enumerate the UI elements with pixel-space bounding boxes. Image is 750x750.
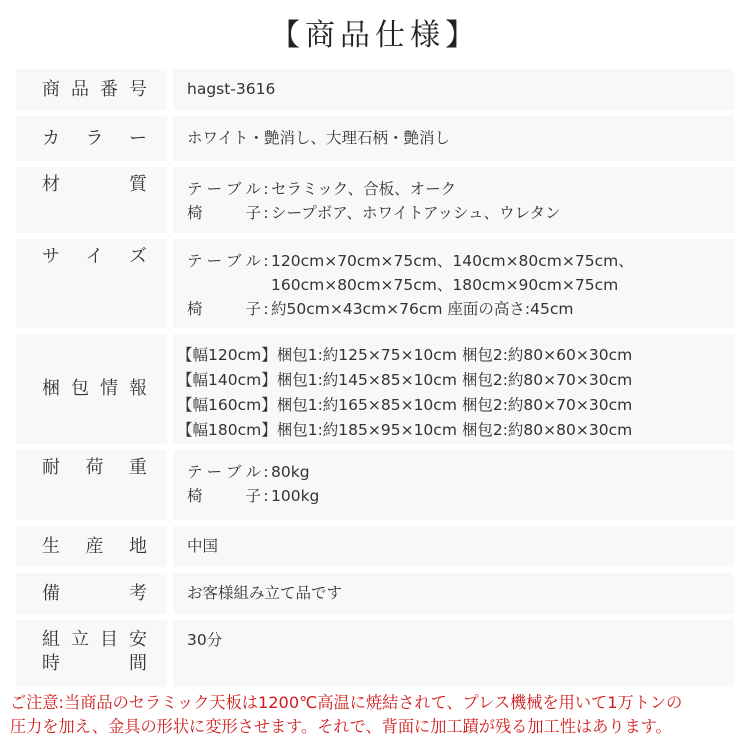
spec-label-size: サ イ ズ <box>16 239 167 328</box>
spec-row-product-number <box>16 69 734 110</box>
spec-table <box>16 69 734 693</box>
spec-row-assembly-time <box>16 620 734 687</box>
spec-row-notes <box>16 573 734 614</box>
packaging-line-140: 【幅140cm】梱包1:約145×85×10cm 梱包2:約80×70×30cm <box>177 371 633 389</box>
size-table-line-cont: 160cm×80cm×75cm、180cm×90cm×75cm <box>271 276 619 294</box>
material-chair-line: 椅 子 : シープボア、ホワイトアッシュ、ウレタン <box>187 204 561 222</box>
caution-notice-line1: ご注意:当商品のセラミック天板は1200℃高温に焼結されて、プレス機械を用いて1万トンの <box>10 693 683 712</box>
spec-value-material <box>173 167 734 233</box>
spec-value-notes: お客様組み立て品です <box>173 573 734 614</box>
spec-row-material <box>16 167 734 233</box>
page-title: 【商品仕様】 <box>270 18 480 53</box>
spec-label-packaging: 梱 包 情 報 <box>16 334 167 444</box>
spec-label-product-number: 商 品 番 号 <box>16 69 167 110</box>
spec-value-packaging <box>173 334 734 444</box>
spec-label-origin: 生 産 地 <box>16 526 167 567</box>
spec-label-load-capacity: 耐 荷 重 <box>16 450 167 520</box>
spec-value-product-number: hagst-3616 <box>173 69 734 110</box>
spec-label-color: カ ラ ー <box>16 116 167 161</box>
spec-label-notes: 備 考 <box>16 573 167 614</box>
size-chair-line: 椅 子 : 約50cm×43cm×76cm 座面の高さ:45cm <box>187 300 574 318</box>
spec-value-load-capacity <box>173 450 734 520</box>
spec-row-packaging <box>16 334 734 444</box>
caution-notice-line2: 圧力を加え、金具の形状に変形させます。それで、背面に加工蹟が残る加工性はあります。 <box>10 717 672 736</box>
spec-value-size <box>173 239 734 328</box>
spec-value-color: ホワイト・艶消し、大理石柄・艶消し <box>173 116 734 161</box>
spec-row-load-capacity <box>16 450 734 520</box>
packaging-line-160: 【幅160cm】梱包1:約165×85×10cm 梱包2:約80×70×30cm <box>177 396 633 414</box>
spec-label-assembly-time: 組 立 目 安 時 間 <box>16 620 167 687</box>
size-table-line: テ ー ブ ル : 120cm×70cm×75cm、140cm×80cm×75cm、 <box>187 252 634 270</box>
spec-value-origin: 中国 <box>173 526 734 567</box>
load-chair-line: 椅 子 : 100kg <box>187 487 320 505</box>
load-table-line: テ ー ブ ル : 80kg <box>187 463 310 481</box>
spec-label-material: 材 質 <box>16 167 167 233</box>
spec-value-assembly-time: 30分 <box>173 620 734 687</box>
spec-row-color <box>16 116 734 161</box>
packaging-line-180: 【幅180cm】梱包1:約185×95×10cm 梱包2:約80×80×30cm <box>177 421 633 439</box>
caution-notice <box>10 691 745 739</box>
spec-row-size <box>16 239 734 328</box>
packaging-line-120: 【幅120cm】梱包1:約125×75×10cm 梱包2:約80×60×30cm <box>177 346 633 364</box>
spec-row-origin <box>16 526 734 567</box>
material-table-line: テ ー ブ ル : セラミック、合板、オーク <box>187 180 457 198</box>
